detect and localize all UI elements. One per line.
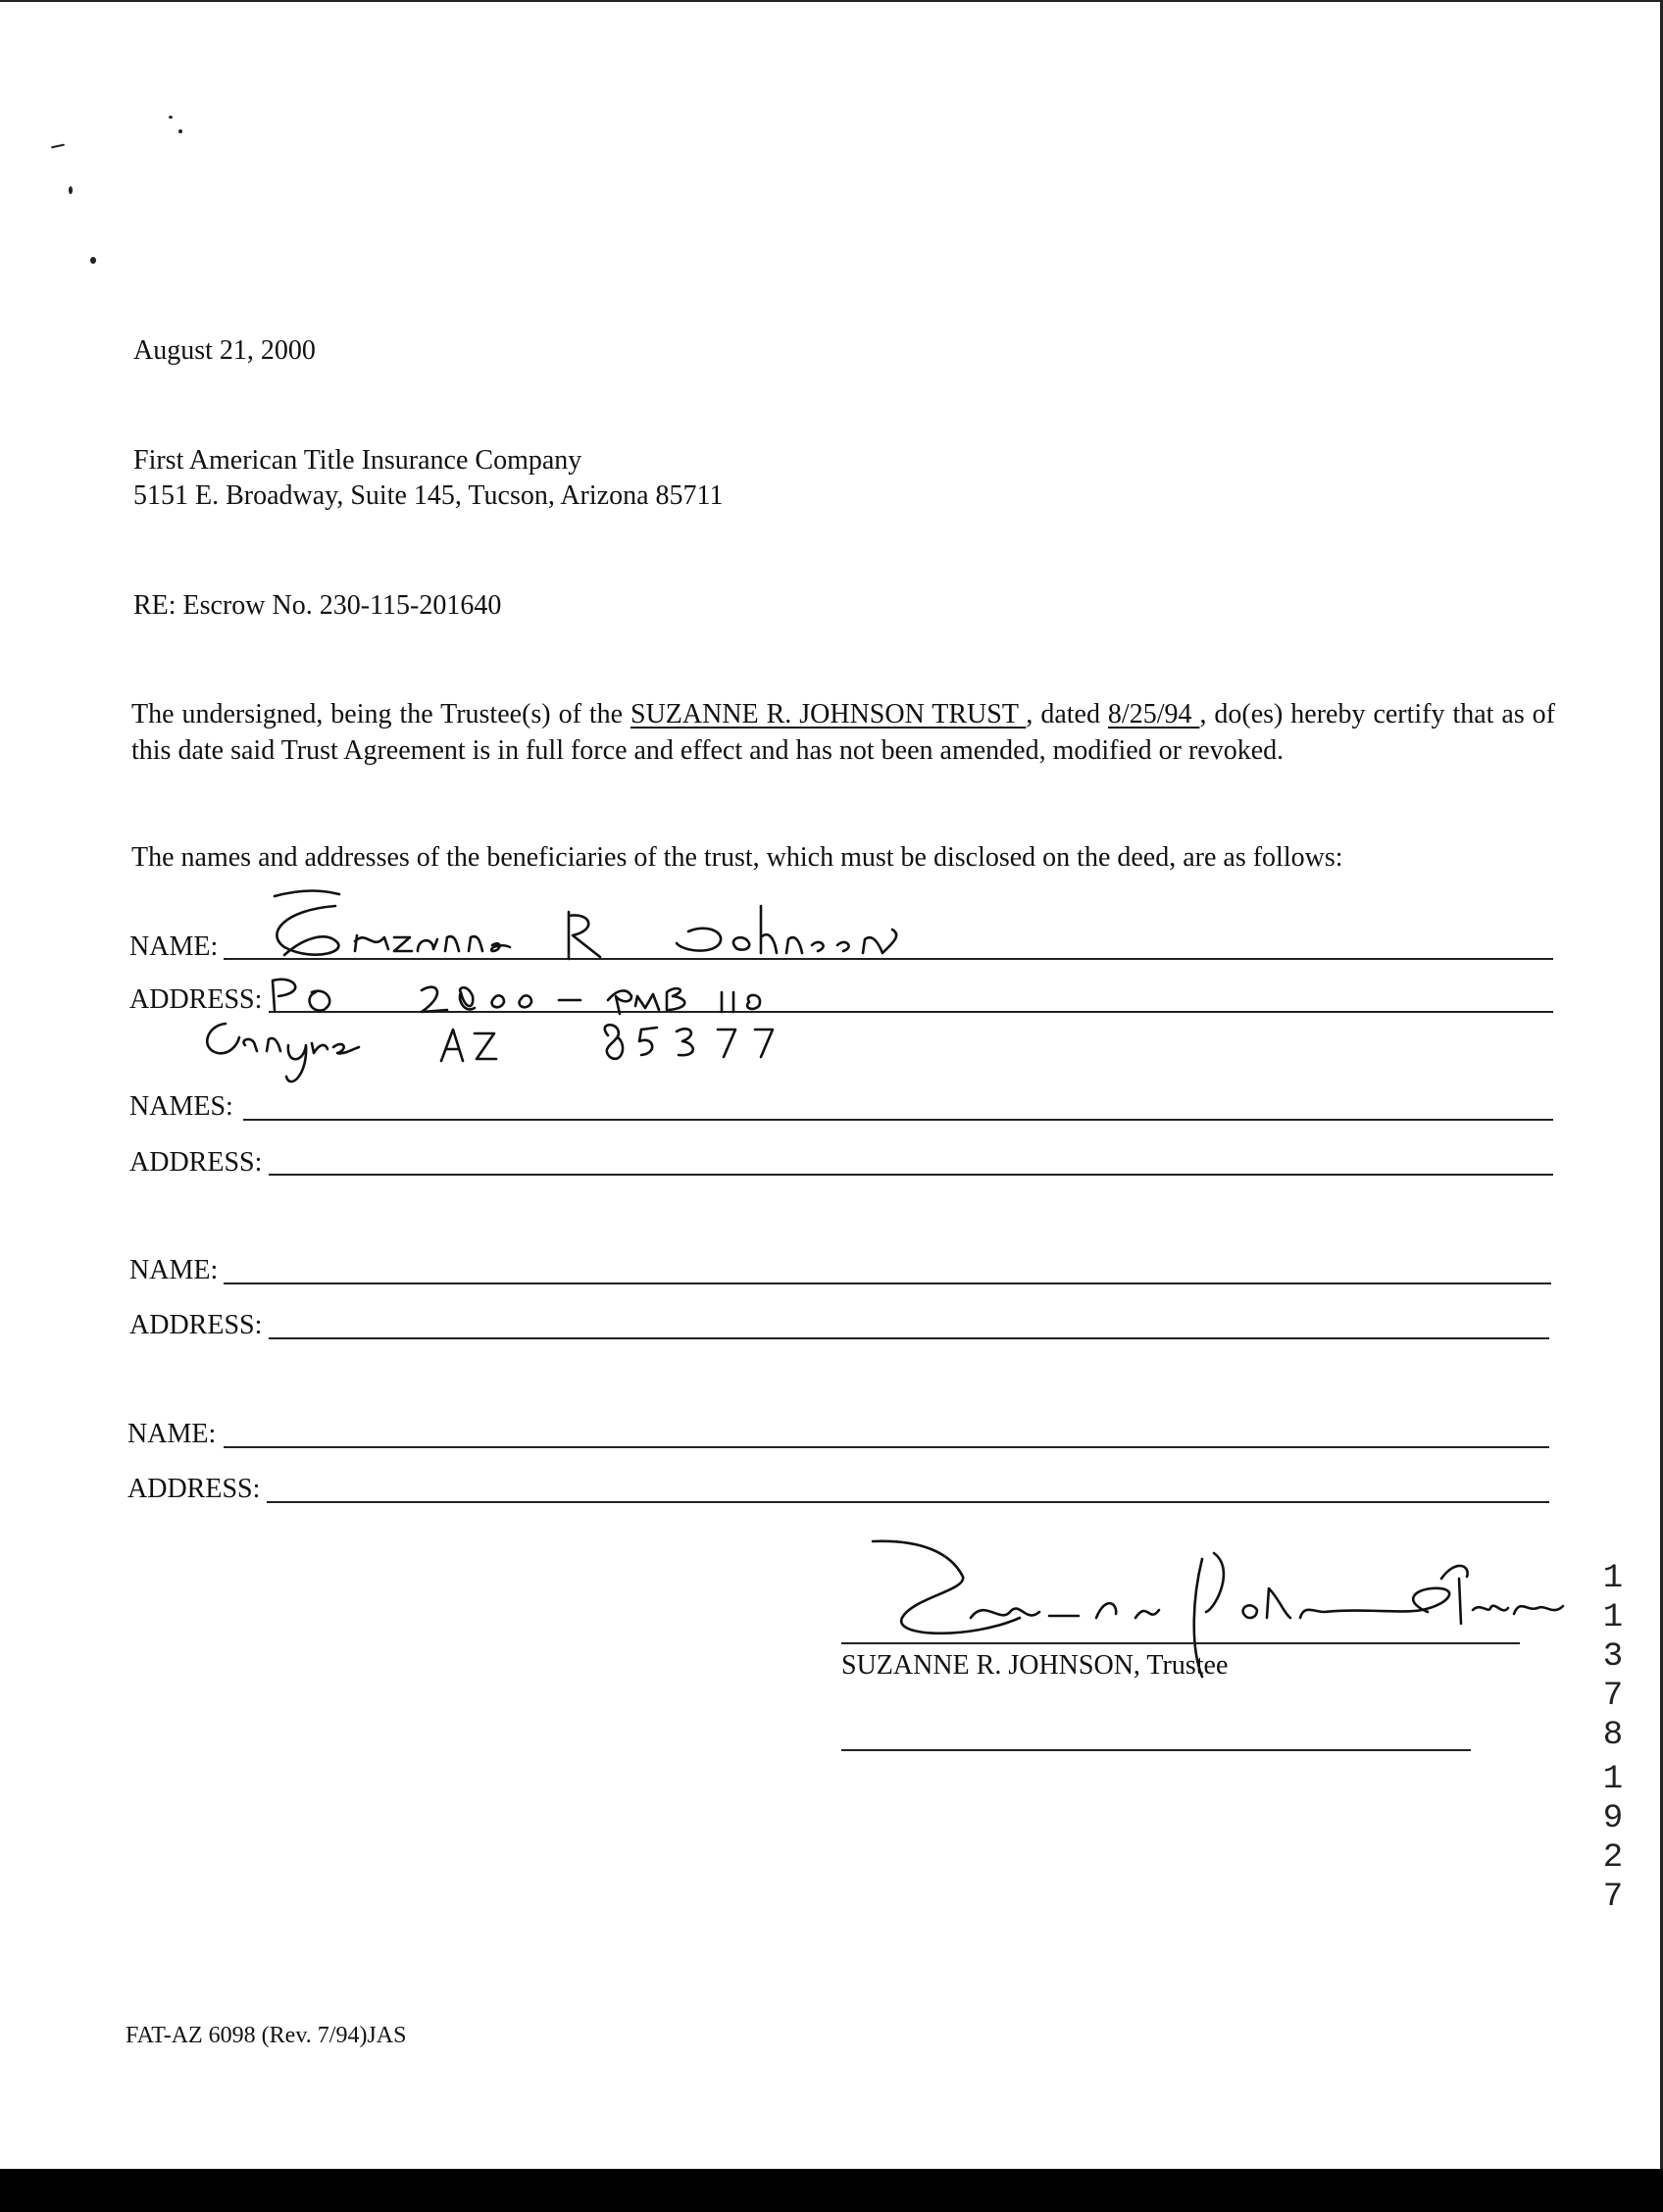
scan-speck	[69, 186, 73, 194]
beneficiary-2-name-label: NAMES:	[129, 1091, 233, 1122]
stamp-digit: 1	[1602, 1761, 1624, 1798]
beneficiary-2-address-line	[269, 1174, 1553, 1176]
scan-speck	[169, 116, 173, 119]
beneficiaries-intro: The names and addresses of the beneficiaries of the trust, which must be disclosed on the deed, are as follows:	[131, 842, 1343, 873]
second-signature-line	[841, 1749, 1471, 1751]
certification-text: The undersigned, being the Trustee(s) of the	[131, 699, 630, 729]
scan-bottom-band	[0, 2169, 1663, 2212]
margin-stamp-top	[1598, 1559, 1628, 1755]
beneficiary-4-address-line	[267, 1501, 1549, 1503]
stamp-digit: 3	[1602, 1638, 1624, 1676]
margin-stamp-bottom	[1598, 1760, 1628, 1917]
beneficiary-4-name-line	[224, 1446, 1549, 1448]
beneficiary-2-name-line	[243, 1119, 1553, 1121]
page-top-edge	[0, 0, 1663, 2]
trust-name: SUZANNE R. JOHNSON TRUST	[630, 699, 1027, 729]
stamp-digit: 8	[1602, 1717, 1624, 1754]
beneficiary-3-address-label: ADDRESS:	[129, 1310, 263, 1340]
stamp-digit: 7	[1602, 1678, 1624, 1715]
beneficiary-1-name-label: NAME:	[129, 931, 219, 962]
stamp-digit: 2	[1602, 1839, 1624, 1877]
beneficiary-4-name-label: NAME:	[127, 1419, 217, 1449]
stamp-digit: 1	[1602, 1560, 1624, 1597]
beneficiary-1-address-label: ADDRESS:	[129, 984, 263, 1015]
recipient-name: First American Title Insurance Company	[133, 445, 582, 476]
stamp-digit: 9	[1602, 1800, 1624, 1837]
beneficiary-2-address-label: ADDRESS:	[129, 1147, 263, 1178]
scan-speck	[90, 257, 96, 264]
certification-text: , dated	[1026, 699, 1108, 729]
stamp-digit: 7	[1602, 1879, 1624, 1916]
handwritten-beneficiary-address-line2	[196, 1016, 843, 1104]
recipient-address: 5151 E. Broadway, Suite 145, Tucson, Arizona 85711	[133, 480, 724, 511]
stamp-digit: 1	[1602, 1599, 1624, 1636]
beneficiary-3-name-label: NAME:	[129, 1255, 219, 1285]
scan-speck	[178, 129, 182, 133]
scan-speck	[51, 144, 65, 149]
re-escrow-line: RE: Escrow No. 230-115-201640	[133, 590, 502, 621]
beneficiary-3-address-line	[269, 1337, 1549, 1339]
letter-date: August 21, 2000	[133, 335, 316, 366]
certification-paragraph	[131, 696, 1555, 769]
certification-text: , do(es) hereby certify that as of this date said Trust Agreement is in full force and effect and has not been amended, modified or revoked.	[131, 699, 1555, 766]
trust-date: 8/25/94	[1107, 699, 1200, 729]
beneficiary-4-address-label: ADDRESS:	[127, 1474, 261, 1504]
signer-caption: SUZANNE R. JOHNSON, Trustee	[841, 1650, 1229, 1681]
form-number: FAT-AZ 6098 (Rev. 7/94)JAS	[126, 2023, 407, 2048]
beneficiary-3-name-line	[224, 1282, 1551, 1284]
trustee-signature-line	[841, 1642, 1520, 1644]
